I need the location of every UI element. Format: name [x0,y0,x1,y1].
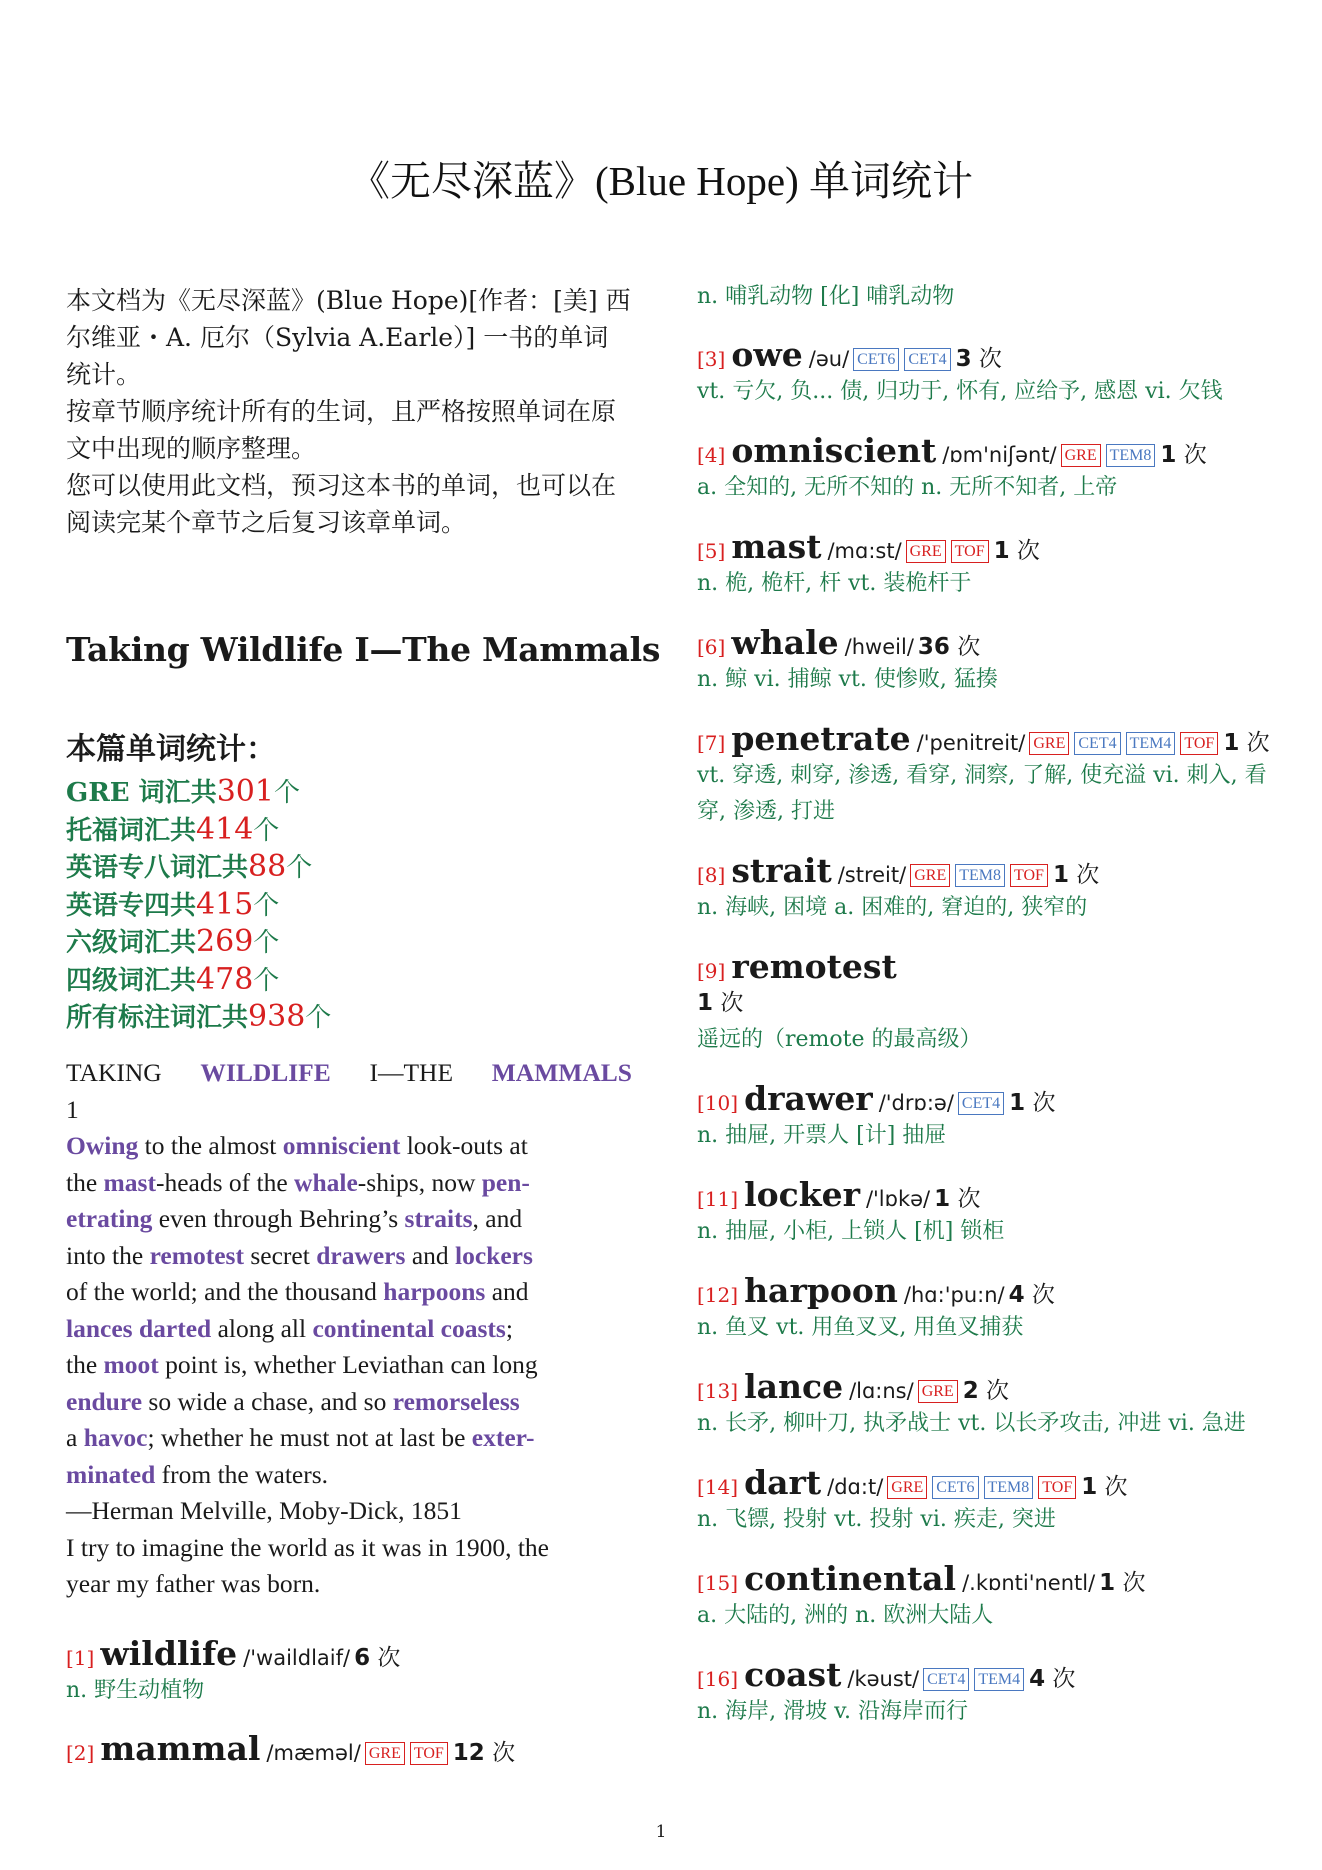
stat-unit: 个 [253,890,280,921]
passage-line: minated from the waters. [66,1457,632,1494]
count-suffix: 次 [492,1740,516,1766]
count-suffix: 次 [377,1645,401,1671]
count-number: 1 [1052,862,1069,888]
stat-value: 301 [216,774,274,809]
passage-line: —Herman Melville, Moby-Dick, 1851 [66,1496,462,1525]
entry-index: [2] [66,1741,95,1765]
page-title: 《无尽深蓝》(Blue Hope) 单词统计 [348,158,974,204]
stat-label: 托福词汇共 [66,815,197,846]
entry-count [453,1734,515,1767]
count-number: 4 [1008,1282,1025,1308]
vocab-entry [697,947,1287,1058]
stat-unit: 个 [273,778,300,808]
entry-word[interactable]: mammal [100,1729,261,1768]
entry-word[interactable]: owe [731,335,803,374]
vocab-entry [697,1367,1287,1442]
entry-count [354,1639,400,1672]
entry-count [1081,1468,1127,1501]
entry-word[interactable]: omniscient [731,431,937,470]
intro [66,282,632,541]
intro-paragraph: 按章节顺序统计所有的生词，且严格按照单词在原文中出现的顺序整理。 [66,397,617,463]
count-suffix: 次 [1016,538,1040,564]
vocab-entry [697,527,1287,602]
entry-count [956,340,1002,373]
entry-word[interactable]: wildlife [100,1634,238,1673]
entry-count [1160,436,1206,469]
count-suffix: 次 [957,634,981,660]
right-entries [697,335,1287,1730]
count-number: 4 [1029,1666,1046,1692]
passage-line: I try to imagine the world as it was in 1900, the [66,1532,549,1562]
stat-value: 269 [196,924,254,959]
vocab-entry [697,851,1287,926]
entry-definition: a. 全知的, 无所不知的 n. 无所不知者, 上帝 [697,475,1118,500]
entry-ipa: /əu/ [808,347,850,371]
entry-count [1053,856,1099,889]
stat-value: 88 [248,849,287,884]
count-suffix: 次 [978,346,1002,372]
entry-definition: n. 海峡, 困境 a. 困难的, 窘迫的, 狭窄的 [697,895,1088,920]
highlighted-word[interactable]: exter- [471,1423,535,1452]
count-number: 1 [1009,1090,1026,1116]
highlighted-word[interactable]: mast [103,1167,156,1197]
passage-line: lances darted along all continental coasts ; [66,1311,632,1348]
count-number: 6 [354,1645,371,1671]
level-tag: CET4 [923,1668,969,1691]
level-tag: TEM4 [974,1668,1024,1691]
stat-row [66,849,331,887]
entry-definition: vt. 穿透, 刺穿, 渗透, 看穿, 洞察, 了解, 使充溢 vi. 刺入, 看穿, 渗透, 打进 [697,763,1267,824]
entry-ipa: /'drɒ:ə/ [878,1091,954,1115]
entry-count [1099,1564,1145,1597]
stats-block [66,724,331,1037]
highlighted-word[interactable]: moot [103,1350,159,1379]
count-suffix: 次 [1032,1090,1056,1116]
level-tag: GRE [1061,444,1101,467]
entry-head [697,1559,1287,1598]
entry-index: [8] [697,863,726,887]
entry-word[interactable]: coast [744,1655,842,1694]
entry-head [697,527,1287,566]
count-number: 1 [1223,730,1240,756]
stat-row [66,962,331,1000]
count-suffix: 次 [1122,1570,1146,1596]
highlighted-word[interactable]: harpoons [383,1277,486,1306]
entry-count [1029,1660,1075,1693]
highlighted-word[interactable]: pen- [481,1167,530,1197]
entry-word[interactable]: remotest [731,947,897,986]
highlighted-word[interactable]: omniscient [282,1131,401,1160]
left-column [66,282,661,1768]
stat-label: 英语专四共 [66,890,197,921]
stat-unit: 个 [305,1003,332,1033]
passage-line: TAKING WILDLIFE I—THE MAMMALS [66,1055,632,1092]
entry-word[interactable]: continental [744,1559,957,1598]
intro-paragraph: 您可以使用此文档，预习这本书的单词，也可以在阅读完某个章节之后复习该章单词。 [66,471,617,537]
highlighted-word[interactable]: endure [66,1386,143,1416]
vocab-entry [697,1271,1287,1346]
entry-definition: n. 抽屉, 小柜, 上锁人 [机] 锁柜 [697,1219,1005,1244]
level-tag: GRE [365,1742,405,1765]
entry-count [963,1372,1009,1405]
level-tag: CET6 [853,348,899,371]
highlighted-word[interactable]: remorseless [392,1386,520,1416]
level-tag: TEM8 [1106,444,1156,467]
entry-head [66,1729,632,1768]
stat-value: 415 [196,886,254,922]
vocab-entry [697,1559,1287,1634]
stat-label: GRE 词汇共 [66,778,217,808]
vocab-entry [697,335,1287,410]
count-suffix: 次 [986,1378,1010,1404]
highlighted-word[interactable]: lockers [455,1240,533,1270]
highlighted-word[interactable]: havoc [83,1423,148,1452]
count-suffix: 次 [1031,1282,1055,1308]
level-tag: TOF [1038,1476,1076,1499]
stat-label: 所有标注词汇共 [66,1003,249,1033]
count-suffix: 次 [1076,862,1100,888]
stat-label: 六级词汇共 [66,928,197,958]
count-suffix: 次 [720,990,744,1016]
entry-ipa: /kəust/ [847,1667,920,1691]
section-title: Taking Wildlife I—The Mammals [66,630,661,669]
highlighted-word[interactable]: minated [66,1459,156,1489]
stat-label: 英语专八词汇共 [66,853,249,883]
entry-head [697,851,1287,890]
stat-value: 478 [196,961,254,997]
entry-head [697,1079,1287,1118]
level-tag: TEM8 [984,1476,1034,1499]
stat-label: 四级词汇共 [66,965,197,996]
entry-index: [4] [697,443,726,467]
count-number: 36 [917,634,950,660]
entry-definition: n. 抽屉, 开票人 [计] 抽屉 [697,1123,947,1148]
entry-definition: a. 大陆的, 洲的 n. 欧洲大陆人 [697,1603,994,1628]
entry-index: [9] [697,959,726,983]
entry-head [697,1367,1287,1406]
entry-definition: n. 长矛, 柳叶刀, 执矛战士 vt. 以长矛攻击, 冲进 vi. 急进 [697,1411,1246,1436]
entry-ipa: /'penitreit/ [916,731,1026,755]
stat-row [66,812,331,850]
entry-definition: 遥远的（remote 的最高级） [697,1027,982,1052]
entry-word[interactable]: whale [731,623,839,662]
entry-definition: n. 哺乳动物 [化] 哺乳动物 [697,284,955,309]
level-tag: GRE [887,1476,927,1499]
stat-unit: 个 [286,853,313,883]
entry-ipa: /hɑ:'pu:n/ [903,1283,1005,1307]
entry-ipa: /ɒm'niʃənt/ [942,443,1057,467]
level-tag: TOF [1010,864,1048,887]
stat-row [66,774,331,812]
page-number: 1 [655,1822,667,1842]
count-number: 1 [697,990,714,1016]
entry-head [697,1463,1287,1502]
entry-count [1223,724,1269,757]
entry-ipa: /dɑ:t/ [827,1475,884,1499]
entry-head [697,1655,1287,1694]
level-tag: GRE [906,540,946,563]
passage-line: etrating even through Behring’s straits , and [66,1201,632,1238]
level-tag: TOF [1180,732,1218,755]
vocab-entry [66,1729,632,1768]
entry-index: [3] [697,347,726,371]
passage-line: the moot point is, whether Leviathan can long [66,1347,632,1384]
level-tag: CET6 [932,1476,978,1499]
highlighted-word[interactable]: lances darted [66,1313,212,1343]
entry-index: [7] [697,731,726,755]
stat-unit: 个 [253,815,280,846]
passage-line: of the world; and the thousand harpoons and [66,1274,632,1311]
highlighted-word[interactable]: remotest [149,1240,244,1270]
highlighted-word[interactable]: drawers [316,1240,406,1270]
highlighted-word[interactable]: MAMMALS [491,1058,632,1087]
count-suffix: 次 [1104,1474,1128,1500]
entry-index: [16] [697,1667,739,1691]
stat-row [66,887,331,925]
entry-ipa: /mɑ:st/ [827,539,902,563]
left-entries [66,1634,632,1768]
intro-paragraph: 本文档为《无尽深蓝》(Blue Hope)[作者：[美] 西尔维亚・A. 厄尔（Sylvia A.Earle）] 一书的单词统计。 [66,286,631,389]
passage-line: year my father was born. [66,1569,321,1598]
level-tag: TEM4 [1126,732,1176,755]
count-suffix: 次 [957,1186,981,1212]
count-suffix: 次 [1183,442,1207,468]
level-tag: CET4 [958,1092,1004,1115]
entry-head [697,1271,1287,1310]
level-tag: TOF [951,540,989,563]
entry-word[interactable]: locker [744,1175,860,1214]
count-number: 1 [934,1186,951,1212]
entry-ipa: /mæməl/ [266,1741,361,1765]
stat-unit: 个 [253,965,280,996]
entry-count [1009,1276,1055,1309]
entry-count [918,628,980,661]
level-tag: GRE [1029,732,1069,755]
entry-head [697,335,1287,374]
stat-value: 938 [248,999,306,1034]
count-number: 1 [993,538,1010,564]
entry-head [697,1175,1287,1214]
entry-count-line [697,986,1287,1022]
entry-head [66,1634,632,1673]
passage-line: the mast -heads of the whale -ships, now pen- [66,1165,632,1202]
passage-line: Owing to the almost omniscient look-outs at [66,1128,632,1165]
passage-line: 1 [66,1094,79,1124]
count-number: 1 [1160,442,1177,468]
vocab-entry [66,1634,632,1709]
highlighted-word[interactable]: straits [404,1204,473,1233]
entry-definition: n. 野生动植物 [66,1678,205,1703]
vocab-entry [697,719,1287,830]
level-tag: CET4 [1074,732,1120,755]
level-tag: CET4 [904,348,950,371]
count-suffix: 次 [1052,1666,1076,1692]
entry-definition: vt. 亏欠, 负... 债, 归功于, 怀有, 应给予, 感恩 vi. 欠钱 [697,379,1223,404]
entry-count [697,990,743,1016]
entry-index: [1] [66,1646,95,1670]
highlighted-word[interactable]: etrating [66,1204,153,1233]
entry-head [697,431,1287,470]
entry-ipa: /lɑ:ns/ [849,1379,914,1403]
entry-ipa: /.kɒnti'nentl/ [962,1571,1096,1595]
right-column [697,282,1287,1730]
entry-ipa: /streit/ [837,863,907,887]
entry-word[interactable]: dart [744,1463,822,1502]
count-number: 1 [1099,1570,1116,1596]
entry-word[interactable]: mast [731,527,822,566]
entry-index: [15] [697,1571,739,1595]
highlighted-word[interactable]: continental coasts [312,1313,506,1343]
count-number: 3 [955,346,972,372]
passage-line: into the remotest secret drawers and lockers [66,1238,632,1275]
entry-word[interactable]: penetrate [731,719,911,758]
level-tag: GRE [918,1380,958,1403]
highlighted-word[interactable]: WILDLIFE [200,1058,331,1087]
entry-word[interactable]: drawer [744,1079,873,1118]
entry-definition: n. 飞镖, 投射 vt. 投射 vi. 疾走, 突进 [697,1507,1056,1532]
highlighted-word[interactable]: Owing [66,1131,139,1160]
stat-row [66,924,331,962]
entry-ipa: /hweil/ [844,635,914,659]
vocab-entry [697,623,1287,698]
entry-index: [12] [697,1283,739,1307]
entry-definition: n. 鱼叉 vt. 用鱼叉叉, 用鱼叉捕获 [697,1315,1024,1340]
entry-ipa: /'waildlaif/ [243,1646,351,1670]
count-number: 2 [962,1378,979,1404]
passage [66,1055,632,1603]
passage-line: a havoc ; whether he must not at last be exter- [66,1420,632,1457]
entry-ipa: /'lɒkə/ [865,1187,931,1211]
stat-value: 414 [196,811,254,847]
count-suffix: 次 [1246,730,1270,756]
passage-line: endure so wide a chase, and so remorseless [66,1384,632,1421]
count-number: 12 [452,1740,485,1766]
vocab-entry [697,1175,1287,1250]
vocab-entry [697,1079,1287,1154]
entry-head [697,719,1287,758]
entry-count [934,1180,980,1213]
vocab-entry [697,1463,1287,1538]
entry-index: [10] [697,1091,739,1115]
count-number: 1 [1081,1474,1098,1500]
entry-definition: n. 桅, 桅杆, 杆 vt. 装桅杆于 [697,571,972,596]
entry-word[interactable]: harpoon [744,1271,898,1310]
entry-head [697,623,1287,662]
stat-unit: 个 [253,928,280,958]
entry-index: [13] [697,1379,739,1403]
entry-definition: n. 海岸, 滑坡 v. 沿海岸而行 [697,1699,968,1724]
entry-index: [14] [697,1475,739,1499]
vocab-entry [697,1655,1287,1730]
level-tag: TEM8 [955,864,1005,887]
level-tag: GRE [910,864,950,887]
entry-definition: n. 鲸 vi. 捕鲸 vt. 使惨败, 猛揍 [697,667,998,692]
level-tag: TOF [410,1742,448,1765]
entry-head [697,947,1287,986]
entry-word[interactable]: strait [731,851,832,890]
vocab-entry [697,431,1287,506]
entry-count [994,532,1040,565]
entry-index: [5] [697,539,726,563]
entry-index: [11] [697,1187,739,1211]
highlighted-word[interactable]: whale [294,1167,358,1197]
stat-row [66,999,331,1037]
entry-word[interactable]: lance [744,1367,844,1406]
stats-heading: 本篇单词统计： [66,732,276,767]
entry-index: [6] [697,635,726,659]
entry-count [1009,1084,1055,1117]
